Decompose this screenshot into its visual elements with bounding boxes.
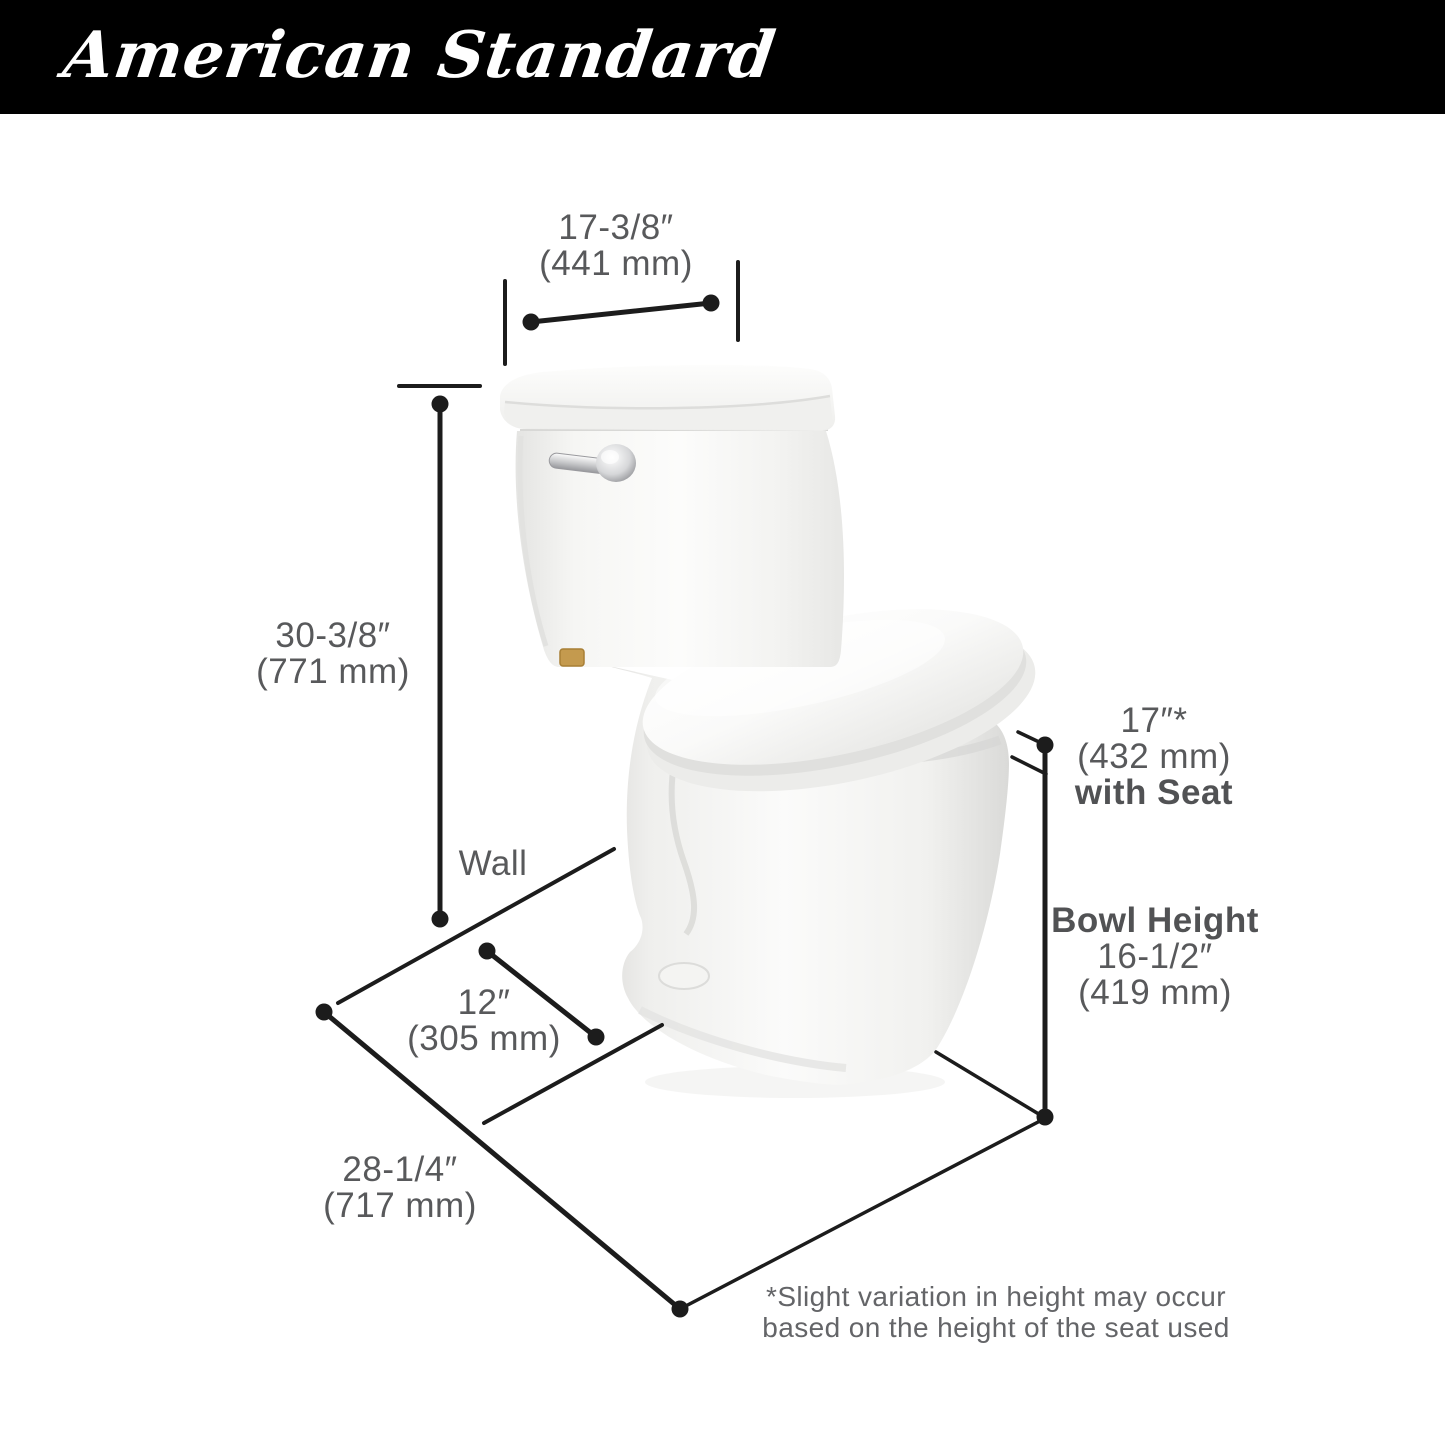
rough-in-metric: (305 mm): [407, 1019, 561, 1058]
tank-width-label: [539, 210, 693, 282]
bowl-base-leader: [936, 1052, 1042, 1116]
tank-width-value: 17-3/8″: [558, 208, 674, 247]
rough-in-value: 12″: [457, 983, 511, 1022]
footnote-line-1: *Slight variation in height may occur: [766, 1281, 1226, 1312]
footnote-line-2: based on the height of the seat used: [762, 1312, 1230, 1343]
brass-bolt: [560, 649, 584, 666]
height-label: [256, 618, 410, 690]
rough-in-label: [407, 985, 561, 1057]
brand-logo: American Standard: [58, 18, 781, 93]
footnote: [762, 1281, 1229, 1343]
bowl-height-title: Bowl Height: [1051, 901, 1259, 940]
depth-metric: (717 mm): [323, 1186, 477, 1225]
dim-seat-height-line: [1012, 732, 1054, 1126]
bowl-height-metric: (419 mm): [1078, 973, 1232, 1012]
bowl-height-value: 16-1/2″: [1097, 937, 1213, 976]
depth-value: 28-1/4″: [342, 1150, 458, 1189]
bowl-height-label: [1051, 903, 1259, 1011]
seat-height-metric: (432 mm): [1077, 737, 1231, 776]
toilet-image: [500, 365, 1050, 1098]
seat-height-value: 17″*: [1120, 701, 1188, 740]
tank-width-metric: (441 mm): [539, 244, 693, 283]
height-value: 30-3/8″: [275, 616, 391, 655]
brand-header: [0, 0, 1445, 114]
height-metric: (771 mm): [256, 652, 410, 691]
seat-height-label: [1075, 703, 1233, 811]
depth-label: [323, 1152, 477, 1224]
base-bolt-cap: [659, 963, 709, 989]
seat-height-note: with Seat: [1074, 773, 1234, 812]
wall-label: Wall: [458, 844, 528, 883]
